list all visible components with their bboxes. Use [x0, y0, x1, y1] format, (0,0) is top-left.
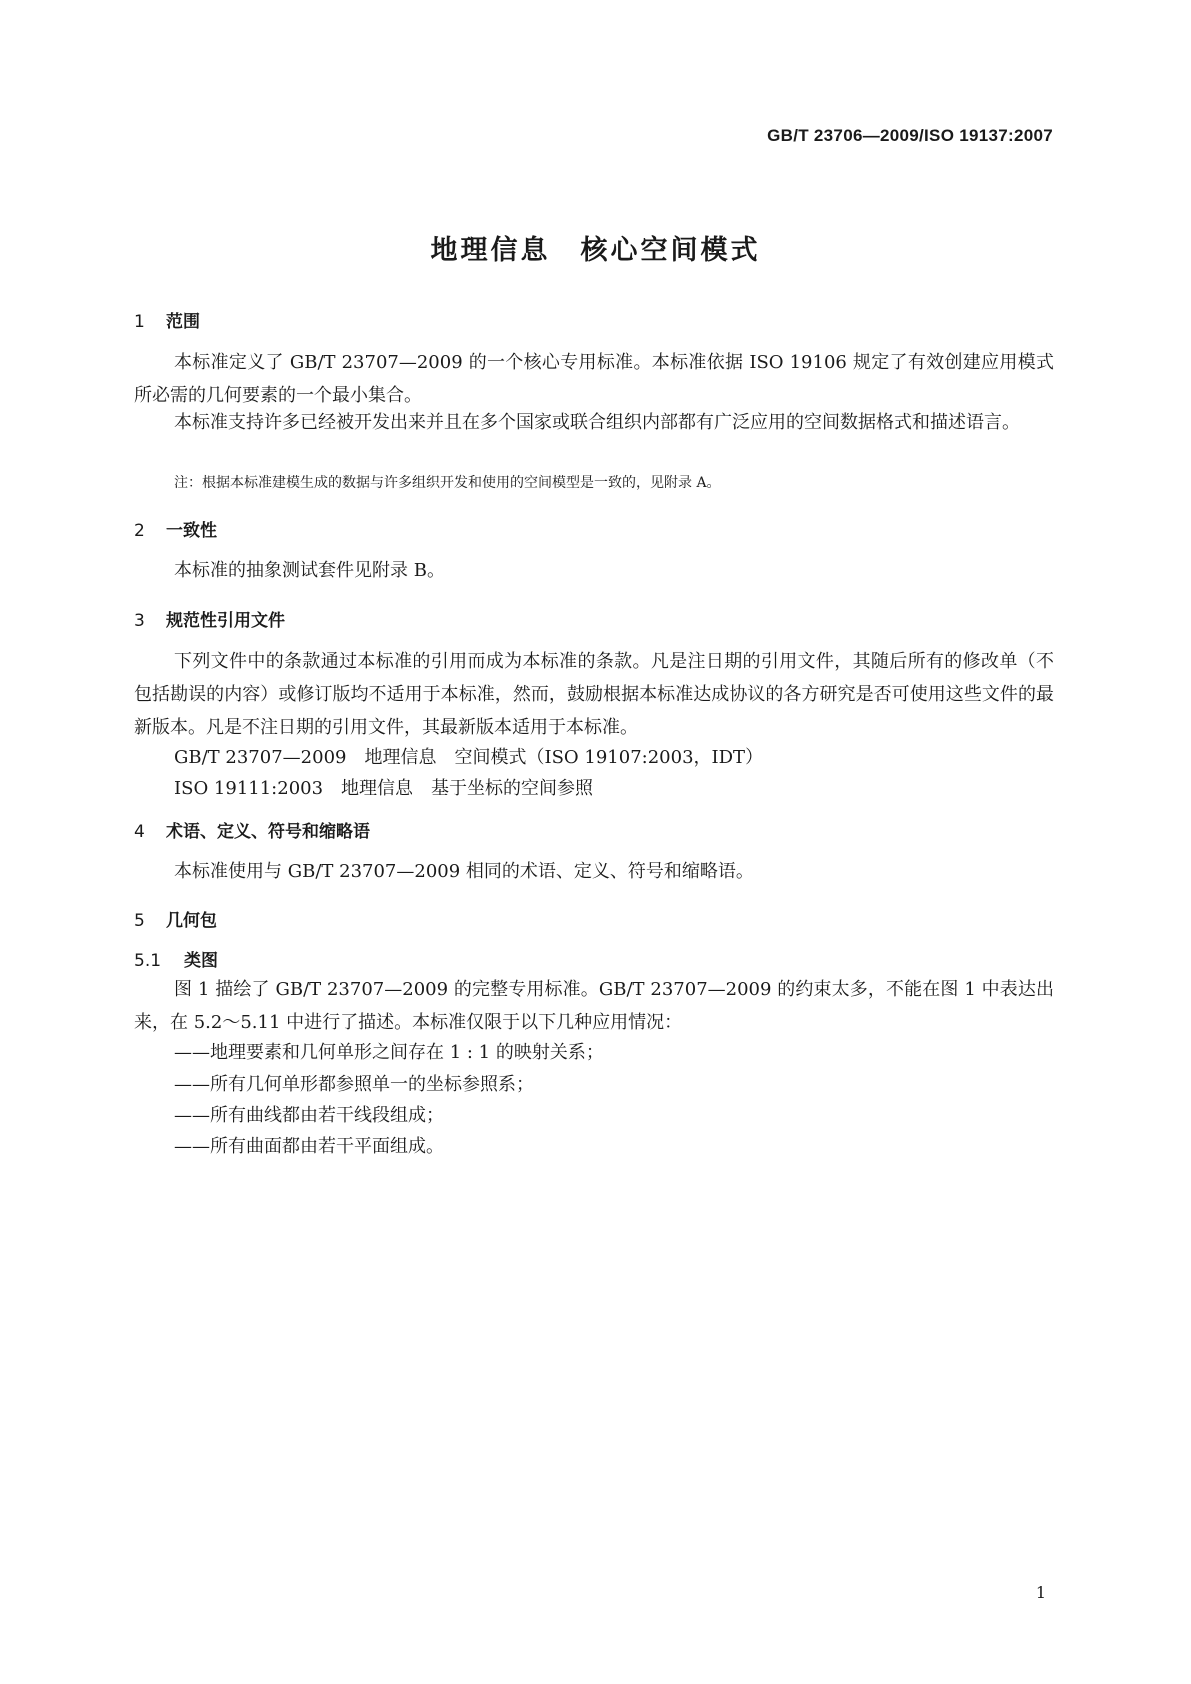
list-item: ——所有曲线都由若干线段组成；	[174, 1105, 444, 1126]
section-title: 几何包	[166, 911, 217, 931]
section-5-1-heading	[134, 946, 218, 971]
document-title: 地理信息 核心空间模式	[430, 235, 761, 266]
section-title: 范围	[166, 312, 200, 332]
section-number: 2	[134, 521, 145, 541]
section-5-heading	[134, 906, 217, 931]
section-1-paragraph-1: 本标准定义了 GB/T 23707—2009 的一个核心专用标准。本标准依据 ISO 19106 规定了有效创建应用模式所必需的几何要素的一个最小集合。	[134, 352, 1054, 406]
section-3-heading	[134, 606, 285, 631]
section-2-heading	[134, 516, 217, 541]
normative-reference-1: GB/T 23707—2009 地理信息 空间模式（ISO 19107:2003，IDT）	[174, 747, 764, 768]
section-number: 4	[134, 822, 145, 842]
section-1-note: 注：根据本标准建模生成的数据与许多组织开发和使用的空间模型是一致的，见附录 A。	[174, 475, 721, 491]
standard-code-header: GB/T 23706—2009/ISO 19137:2007	[767, 126, 1053, 145]
list-item: ——地理要素和几何单形之间存在 1 : 1 的映射关系；	[174, 1042, 604, 1063]
section-number: 3	[134, 611, 145, 631]
section-title: 一致性	[166, 521, 217, 541]
section-1-heading	[134, 307, 200, 332]
section-number: 5.1	[134, 951, 162, 971]
section-4-heading	[134, 817, 370, 842]
list-item: ——所有曲面都由若干平面组成。	[174, 1136, 444, 1157]
section-1-paragraph-2: 本标准支持许多已经被开发出来并且在多个国家或联合组织内部都有广泛应用的空间数据格式和描述语言。	[174, 412, 1020, 433]
section-5-1-paragraph-1: 图 1 描绘了 GB/T 23707—2009 的完整专用标准。GB/T 23707—2009 的约束太多，不能在图 1 中表达出来，在 5.2～5.11 中进行了描述。本标准仅限于以下几种应用情况：	[134, 979, 1054, 1033]
section-title: 类图	[184, 951, 218, 971]
page-number: 1	[1035, 1583, 1046, 1602]
section-number: 5	[134, 911, 145, 931]
list-item: ——所有几何单形都参照单一的坐标参照系；	[174, 1074, 534, 1095]
section-number: 1	[134, 312, 145, 332]
section-4-paragraph-1: 本标准使用与 GB/T 23707—2009 相同的术语、定义、符号和缩略语。	[174, 861, 754, 882]
section-3-paragraph-1: 下列文件中的条款通过本标准的引用而成为本标准的条款。凡是注日期的引用文件，其随后所有的修改单（不包括勘误的内容）或修订版均不适用于本标准，然而，鼓励根据本标准达成协议的各方研究是否可使用这些文件的最新版本。凡是不注日期的引用文件，其最新版本适用于本标准。	[134, 651, 1054, 738]
section-title: 规范性引用文件	[166, 611, 285, 631]
section-2-paragraph-1: 本标准的抽象测试套件见附录 B。	[174, 560, 445, 581]
normative-reference-2: ISO 19111:2003 地理信息 基于坐标的空间参照	[174, 778, 594, 799]
section-title: 术语、定义、符号和缩略语	[166, 822, 370, 842]
